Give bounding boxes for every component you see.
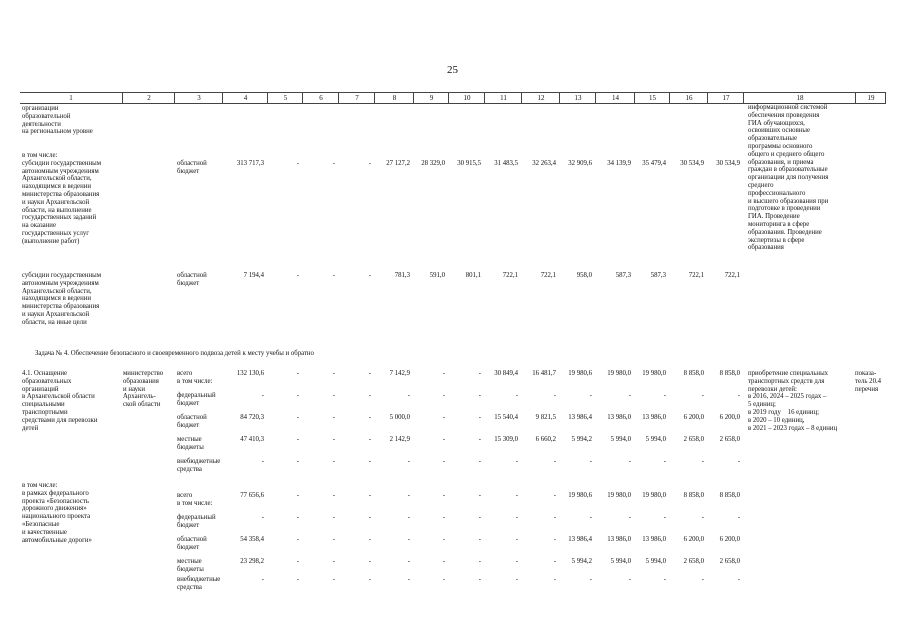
r42-row4-value-col16: - bbox=[701, 576, 704, 583]
r41-row3-value-col10: - bbox=[478, 436, 481, 443]
header-col-18: 18 bbox=[743, 93, 856, 103]
header-col-16: 16 bbox=[669, 93, 708, 103]
r41-row0-value-col6: - bbox=[332, 370, 335, 377]
r42-row4-value-col9: - bbox=[442, 576, 445, 583]
r41-row4-value-col15: - bbox=[663, 458, 666, 465]
header-col-4: 4 bbox=[222, 93, 268, 103]
sub1-value-col7: - bbox=[368, 160, 371, 167]
r41-row4-value-col11: - bbox=[515, 458, 518, 465]
header-col-2: 2 bbox=[122, 93, 175, 103]
sub1-value-col4: 313 717,3 bbox=[236, 160, 264, 167]
r41-row0-value-col17: 8 858,0 bbox=[719, 370, 740, 377]
r42-row4-value-col10: - bbox=[478, 576, 481, 583]
sub2-value-col13: 958,0 bbox=[576, 272, 592, 279]
sub2-col1-text: субсидии государственным автономным учреждениям Архангельской области, находящимся в ведении министерства образования и науки Архангельской области, на иные цели bbox=[22, 272, 102, 326]
r42-row3-value-col6: - bbox=[332, 558, 335, 565]
r41-row4-value-col6: - bbox=[332, 458, 335, 465]
r42-row1-label: федеральный бюджет bbox=[177, 514, 216, 529]
r42-row2-value-col16: 6 200,0 bbox=[683, 536, 704, 543]
r42-row2-value-col9: - bbox=[442, 536, 445, 543]
r42-row4-value-col8: - bbox=[407, 576, 410, 583]
r42-row1-value-col14: - bbox=[628, 514, 631, 521]
sub2-value-col17: 722,1 bbox=[724, 272, 740, 279]
r42-row3-value-col13: 5 994,2 bbox=[571, 558, 592, 565]
r42-row1-value-col8: - bbox=[407, 514, 410, 521]
r42-row0-value-col8: - bbox=[407, 492, 410, 499]
r42-row2-value-col11: - bbox=[515, 536, 518, 543]
r42-row4-value-col5: - bbox=[296, 576, 299, 583]
r41-col1-text: 4.1. Оснащение образовательных организаций в Архангельской области специальными транспортными средствами для перевозки детей bbox=[22, 370, 98, 432]
r42-row1-value-col7: - bbox=[368, 514, 371, 521]
task-4-heading: Задача № 4. Обеспечение безопасного и своевременного подвоза детей к месту учебы и обратно bbox=[35, 350, 314, 357]
r41-row2-value-col15: 13 986,0 bbox=[642, 414, 666, 421]
r41-row0-value-col5: - bbox=[296, 370, 299, 377]
r41-row4-value-col17: - bbox=[737, 458, 740, 465]
r42-row4-value-col13: - bbox=[589, 576, 592, 583]
r42-row0-value-col6: - bbox=[332, 492, 335, 499]
r41-row1-value-col4: - bbox=[261, 392, 264, 399]
r41-row0-label: всего в том числе: bbox=[177, 370, 213, 385]
sub1-value-col12: 32 263,4 bbox=[532, 160, 556, 167]
r41-row4-value-col16: - bbox=[701, 458, 704, 465]
r41-row3-value-col15: 5 994,0 bbox=[645, 436, 666, 443]
r42-row4-value-col4: - bbox=[261, 576, 264, 583]
r42-row0-value-col15: 19 980,0 bbox=[642, 492, 666, 499]
r41-row4-value-col10: - bbox=[478, 458, 481, 465]
r41-row3-value-col9: - bbox=[442, 436, 445, 443]
r41-row3-value-col7: - bbox=[368, 436, 371, 443]
r42-row1-value-col9: - bbox=[442, 514, 445, 521]
r42-row3-value-col5: - bbox=[296, 558, 299, 565]
r41-row1-value-col17: - bbox=[737, 392, 740, 399]
r42-row2-value-col6: - bbox=[332, 536, 335, 543]
r41-row3-value-col13: 5 994,2 bbox=[571, 436, 592, 443]
r42-row3-value-col15: 5 994,0 bbox=[645, 558, 666, 565]
r42-row0-value-col11: - bbox=[515, 492, 518, 499]
r42-row2-value-col15: 13 986,0 bbox=[642, 536, 666, 543]
r41-row4-value-col12: - bbox=[553, 458, 556, 465]
header-col-1: 1 bbox=[69, 94, 73, 102]
sub1-value-col8: 27 127,2 bbox=[386, 160, 410, 167]
r42-row0-value-col5: - bbox=[296, 492, 299, 499]
sub2-value-col14: 587,3 bbox=[615, 272, 631, 279]
sub2-value-col11: 722,1 bbox=[502, 272, 518, 279]
r42-row2-value-col13: 13 986,4 bbox=[568, 536, 592, 543]
r41-row2-value-col16: 6 200,0 bbox=[683, 414, 704, 421]
r42-row4-value-col17: - bbox=[737, 576, 740, 583]
r41-row2-value-col5: - bbox=[296, 414, 299, 421]
r41-row4-value-col4: - bbox=[261, 458, 264, 465]
r42-row3-value-col4: 23 298,2 bbox=[240, 558, 264, 565]
r42-row3-value-col9: - bbox=[442, 558, 445, 565]
header-col-17: 17 bbox=[707, 93, 744, 103]
r41-row3-value-col16: 2 658,0 bbox=[683, 436, 704, 443]
cont-col18-text: информационной системой обеспечения проведения ГИА обучающихся, освоивших основные образовательные программы основного общего и среднего общего образования, и приема граждан в образовательные организации для получения среднего профессионального и высшего образования при подготовке в проведении ГИА. Проведение мониторинга в сфере образования. Проведение экспертизы в сфере образования bbox=[748, 104, 829, 252]
r41-row2-value-col4: 84 720,3 bbox=[240, 414, 264, 421]
header-col-12: 12 bbox=[521, 93, 560, 103]
r42-row4-label: внебюджетные средства bbox=[177, 576, 221, 591]
r41-row0-value-col8: 7 142,9 bbox=[389, 370, 410, 377]
r42-row0-value-col17: 8 858,0 bbox=[719, 492, 740, 499]
r41-row0-value-col14: 19 980,0 bbox=[607, 370, 631, 377]
cont-col1-text: организации образовательной деятельности на региональном уровне bbox=[22, 105, 93, 136]
r41-row3-value-col5: - bbox=[296, 436, 299, 443]
r42-row1-value-col5: - bbox=[296, 514, 299, 521]
r42-row0-value-col16: 8 858,0 bbox=[683, 492, 704, 499]
r41-row3-value-col8: 2 142,9 bbox=[389, 436, 410, 443]
header-col-9: 9 bbox=[413, 93, 449, 103]
r42-row4-value-col11: - bbox=[515, 576, 518, 583]
r41-row1-value-col14: - bbox=[628, 392, 631, 399]
r41-col2-text: министерство образования и науки Архангель- ской области bbox=[123, 370, 164, 409]
r42-row0-value-col14: 19 980,0 bbox=[607, 492, 631, 499]
sub1-value-col9: 28 329,0 bbox=[421, 160, 445, 167]
sub1-value-col11: 31 483,5 bbox=[494, 160, 518, 167]
header-col-19: 19 bbox=[855, 93, 886, 103]
r42-row3-value-col12: - bbox=[553, 558, 556, 565]
r42-row3-value-col16: 2 658,0 bbox=[683, 558, 704, 565]
r41-row1-value-col8: - bbox=[407, 392, 410, 399]
r41-row2-label: областной бюджет bbox=[177, 414, 207, 429]
sub2-value-col4: 7 194,4 bbox=[243, 272, 264, 279]
r41-row1-value-col13: - bbox=[589, 392, 592, 399]
r42-row0-value-col9: - bbox=[442, 492, 445, 499]
r41-row3-value-col4: 47 410,3 bbox=[240, 436, 264, 443]
sub1-value-col10: 30 915,5 bbox=[457, 160, 481, 167]
r41-row3-value-col14: 5 994,0 bbox=[610, 436, 631, 443]
sub2-value-col12: 722,1 bbox=[540, 272, 556, 279]
r42-row2-value-col17: 6 200,0 bbox=[719, 536, 740, 543]
r42-row4-value-col7: - bbox=[368, 576, 371, 583]
r42-row2-value-col4: 54 358,4 bbox=[240, 536, 264, 543]
sub1-value-col13: 32 909,6 bbox=[568, 160, 592, 167]
r41-row2-value-col7: - bbox=[368, 414, 371, 421]
r42-row2-value-col14: 13 986,0 bbox=[607, 536, 631, 543]
r42-row3-value-col14: 5 994,0 bbox=[610, 558, 631, 565]
header-col-7: 7 bbox=[338, 93, 375, 103]
sub2-value-col6: - bbox=[332, 272, 335, 279]
r42-row2-value-col12: - bbox=[553, 536, 556, 543]
r41-row4-value-col7: - bbox=[368, 458, 371, 465]
r41-row2-value-col17: 6 200,0 bbox=[719, 414, 740, 421]
r42-row1-value-col12: - bbox=[553, 514, 556, 521]
r41-row2-value-col9: - bbox=[442, 414, 445, 421]
r42-row4-value-col15: - bbox=[663, 576, 666, 583]
r41-row4-value-col14: - bbox=[628, 458, 631, 465]
r42-row1-value-col4: - bbox=[261, 514, 264, 521]
r42-row1-value-col10: - bbox=[478, 514, 481, 521]
r41-row3-value-col6: - bbox=[332, 436, 335, 443]
header-col-5: 5 bbox=[267, 93, 303, 103]
r41-col19-text: показа- тель 20.4 перечня bbox=[855, 370, 882, 393]
r41-row2-value-col10: - bbox=[478, 414, 481, 421]
r42-row1-value-col16: - bbox=[701, 514, 704, 521]
r42-row0-value-col7: - bbox=[368, 492, 371, 499]
sub1-col3-text: областной бюджет bbox=[177, 160, 207, 175]
r42-row0-value-col13: 19 980,6 bbox=[568, 492, 592, 499]
table-header bbox=[20, 92, 886, 104]
r41-row1-value-col7: - bbox=[368, 392, 371, 399]
header-col-11: 11 bbox=[484, 93, 522, 103]
sub2-value-col8: 781,3 bbox=[394, 272, 410, 279]
r41-row0-value-col16: 8 858,0 bbox=[683, 370, 704, 377]
r41-row1-value-col15: - bbox=[663, 392, 666, 399]
r41-row1-value-col12: - bbox=[553, 392, 556, 399]
page-number: 25 bbox=[447, 64, 458, 76]
sub1-value-col17: 30 534,9 bbox=[716, 160, 740, 167]
r42-row1-value-col17: - bbox=[737, 514, 740, 521]
r41-row3-value-col11: 15 309,0 bbox=[494, 436, 518, 443]
header-col-13: 13 bbox=[559, 93, 596, 103]
r42-row1-value-col15: - bbox=[663, 514, 666, 521]
r41-row0-value-col9: - bbox=[442, 370, 445, 377]
sub1-value-col15: 35 479,4 bbox=[642, 160, 666, 167]
r41-row1-value-col10: - bbox=[478, 392, 481, 399]
r42-row0-value-col12: - bbox=[553, 492, 556, 499]
r41-row4-label: внебюджетные средства bbox=[177, 458, 221, 473]
header-col-14: 14 bbox=[595, 93, 635, 103]
r42-row2-value-col7: - bbox=[368, 536, 371, 543]
r42-row3-value-col8: - bbox=[407, 558, 410, 565]
r41-row0-value-col10: - bbox=[478, 370, 481, 377]
r41-row1-label: федеральный бюджет bbox=[177, 392, 216, 407]
r42-col1-text: в том числе: в рамках федерального проекта «Безопасность дорожного движения» национального проекта «Безопасные и качественные автомобильные дороги» bbox=[22, 482, 92, 544]
sub1-value-col14: 34 139,9 bbox=[607, 160, 631, 167]
sub1-value-col6: - bbox=[332, 160, 335, 167]
r41-row0-value-col15: 19 980,0 bbox=[642, 370, 666, 377]
r41-row4-value-col5: - bbox=[296, 458, 299, 465]
r41-row1-value-col9: - bbox=[442, 392, 445, 399]
r42-row2-value-col5: - bbox=[296, 536, 299, 543]
sub2-col3-text: областной бюджет bbox=[177, 272, 207, 287]
r42-row2-value-col8: - bbox=[407, 536, 410, 543]
r42-row1-value-col6: - bbox=[332, 514, 335, 521]
r42-row3-value-col11: - bbox=[515, 558, 518, 565]
sub2-value-col15: 587,3 bbox=[650, 272, 666, 279]
r42-row4-value-col6: - bbox=[332, 576, 335, 583]
sub2-value-col7: - bbox=[368, 272, 371, 279]
r42-row3-value-col17: 2 658,0 bbox=[719, 558, 740, 565]
r41-row0-value-col4: 132 130,6 bbox=[236, 370, 264, 377]
sub2-value-col16: 722,1 bbox=[688, 272, 704, 279]
sub2-value-col9: 591,0 bbox=[429, 272, 445, 279]
r41-row1-value-col6: - bbox=[332, 392, 335, 399]
r42-row0-value-col4: 77 656,6 bbox=[240, 492, 264, 499]
r41-row1-value-col16: - bbox=[701, 392, 704, 399]
r42-row4-value-col12: - bbox=[553, 576, 556, 583]
r41-row3-value-col17: 2 658,0 bbox=[719, 436, 740, 443]
sub2-value-col10: 801,1 bbox=[465, 272, 481, 279]
r41-row0-value-col11: 30 849,4 bbox=[494, 370, 518, 377]
header-col-15: 15 bbox=[634, 93, 670, 103]
sub1-value-col5: - bbox=[296, 160, 299, 167]
r42-row1-value-col11: - bbox=[515, 514, 518, 521]
r42-row0-label: всего в том числе: bbox=[177, 492, 213, 507]
r41-row2-value-col13: 13 986,4 bbox=[568, 414, 592, 421]
r41-row4-value-col13: - bbox=[589, 458, 592, 465]
r41-row4-value-col8: - bbox=[407, 458, 410, 465]
header-col-3: 3 bbox=[174, 93, 223, 103]
sub1-col1-text: в том числе: субсидии государственным автономным учреждениям Архангельской области, находящимся в ведении министерства образования и науки Архангельской области, на выполнение государственных заданий на оказание государственных услуг (выполнение работ) bbox=[22, 152, 102, 245]
r41-row1-value-col5: - bbox=[296, 392, 299, 399]
r41-row2-value-col12: 9 821,5 bbox=[535, 414, 556, 421]
r42-row4-value-col14: - bbox=[628, 576, 631, 583]
header-col-10: 10 bbox=[448, 93, 485, 103]
r41-row0-value-col13: 19 980,6 bbox=[568, 370, 592, 377]
r41-row1-value-col11: - bbox=[515, 392, 518, 399]
r41-row4-value-col9: - bbox=[442, 458, 445, 465]
sub1-value-col16: 30 534,9 bbox=[680, 160, 704, 167]
r41-row3-label: местные бюджеты bbox=[177, 436, 204, 451]
r41-row0-value-col12: 16 481,7 bbox=[532, 370, 556, 377]
r41-row3-value-col12: 6 660,2 bbox=[535, 436, 556, 443]
r42-row2-label: областной бюджет bbox=[177, 536, 207, 551]
r42-row3-value-col7: - bbox=[368, 558, 371, 565]
r42-row3-label: местные бюджеты bbox=[177, 558, 204, 573]
r41-row2-value-col8: 5 000,0 bbox=[389, 414, 410, 421]
r41-row0-value-col7: - bbox=[368, 370, 371, 377]
header-col-8: 8 bbox=[374, 93, 414, 103]
r42-row1-value-col13: - bbox=[589, 514, 592, 521]
r41-row2-value-col6: - bbox=[332, 414, 335, 421]
r41-col18-text: приобретение специальных транспортных средств для перевозки детей: в 2016, 2024 – 2025 годах – 5 единиц; в 2019 году 16 единиц; в 2020 – 10 единиц, в 2021 – 2023 годах – 8 единиц bbox=[748, 370, 838, 432]
header-col-6: 6 bbox=[302, 93, 339, 103]
r42-row3-value-col10: - bbox=[478, 558, 481, 565]
r41-row2-value-col14: 13 986,0 bbox=[607, 414, 631, 421]
r41-row2-value-col11: 15 540,4 bbox=[494, 414, 518, 421]
r42-row2-value-col10: - bbox=[478, 536, 481, 543]
sub2-value-col5: - bbox=[296, 272, 299, 279]
r42-row0-value-col10: - bbox=[478, 492, 481, 499]
